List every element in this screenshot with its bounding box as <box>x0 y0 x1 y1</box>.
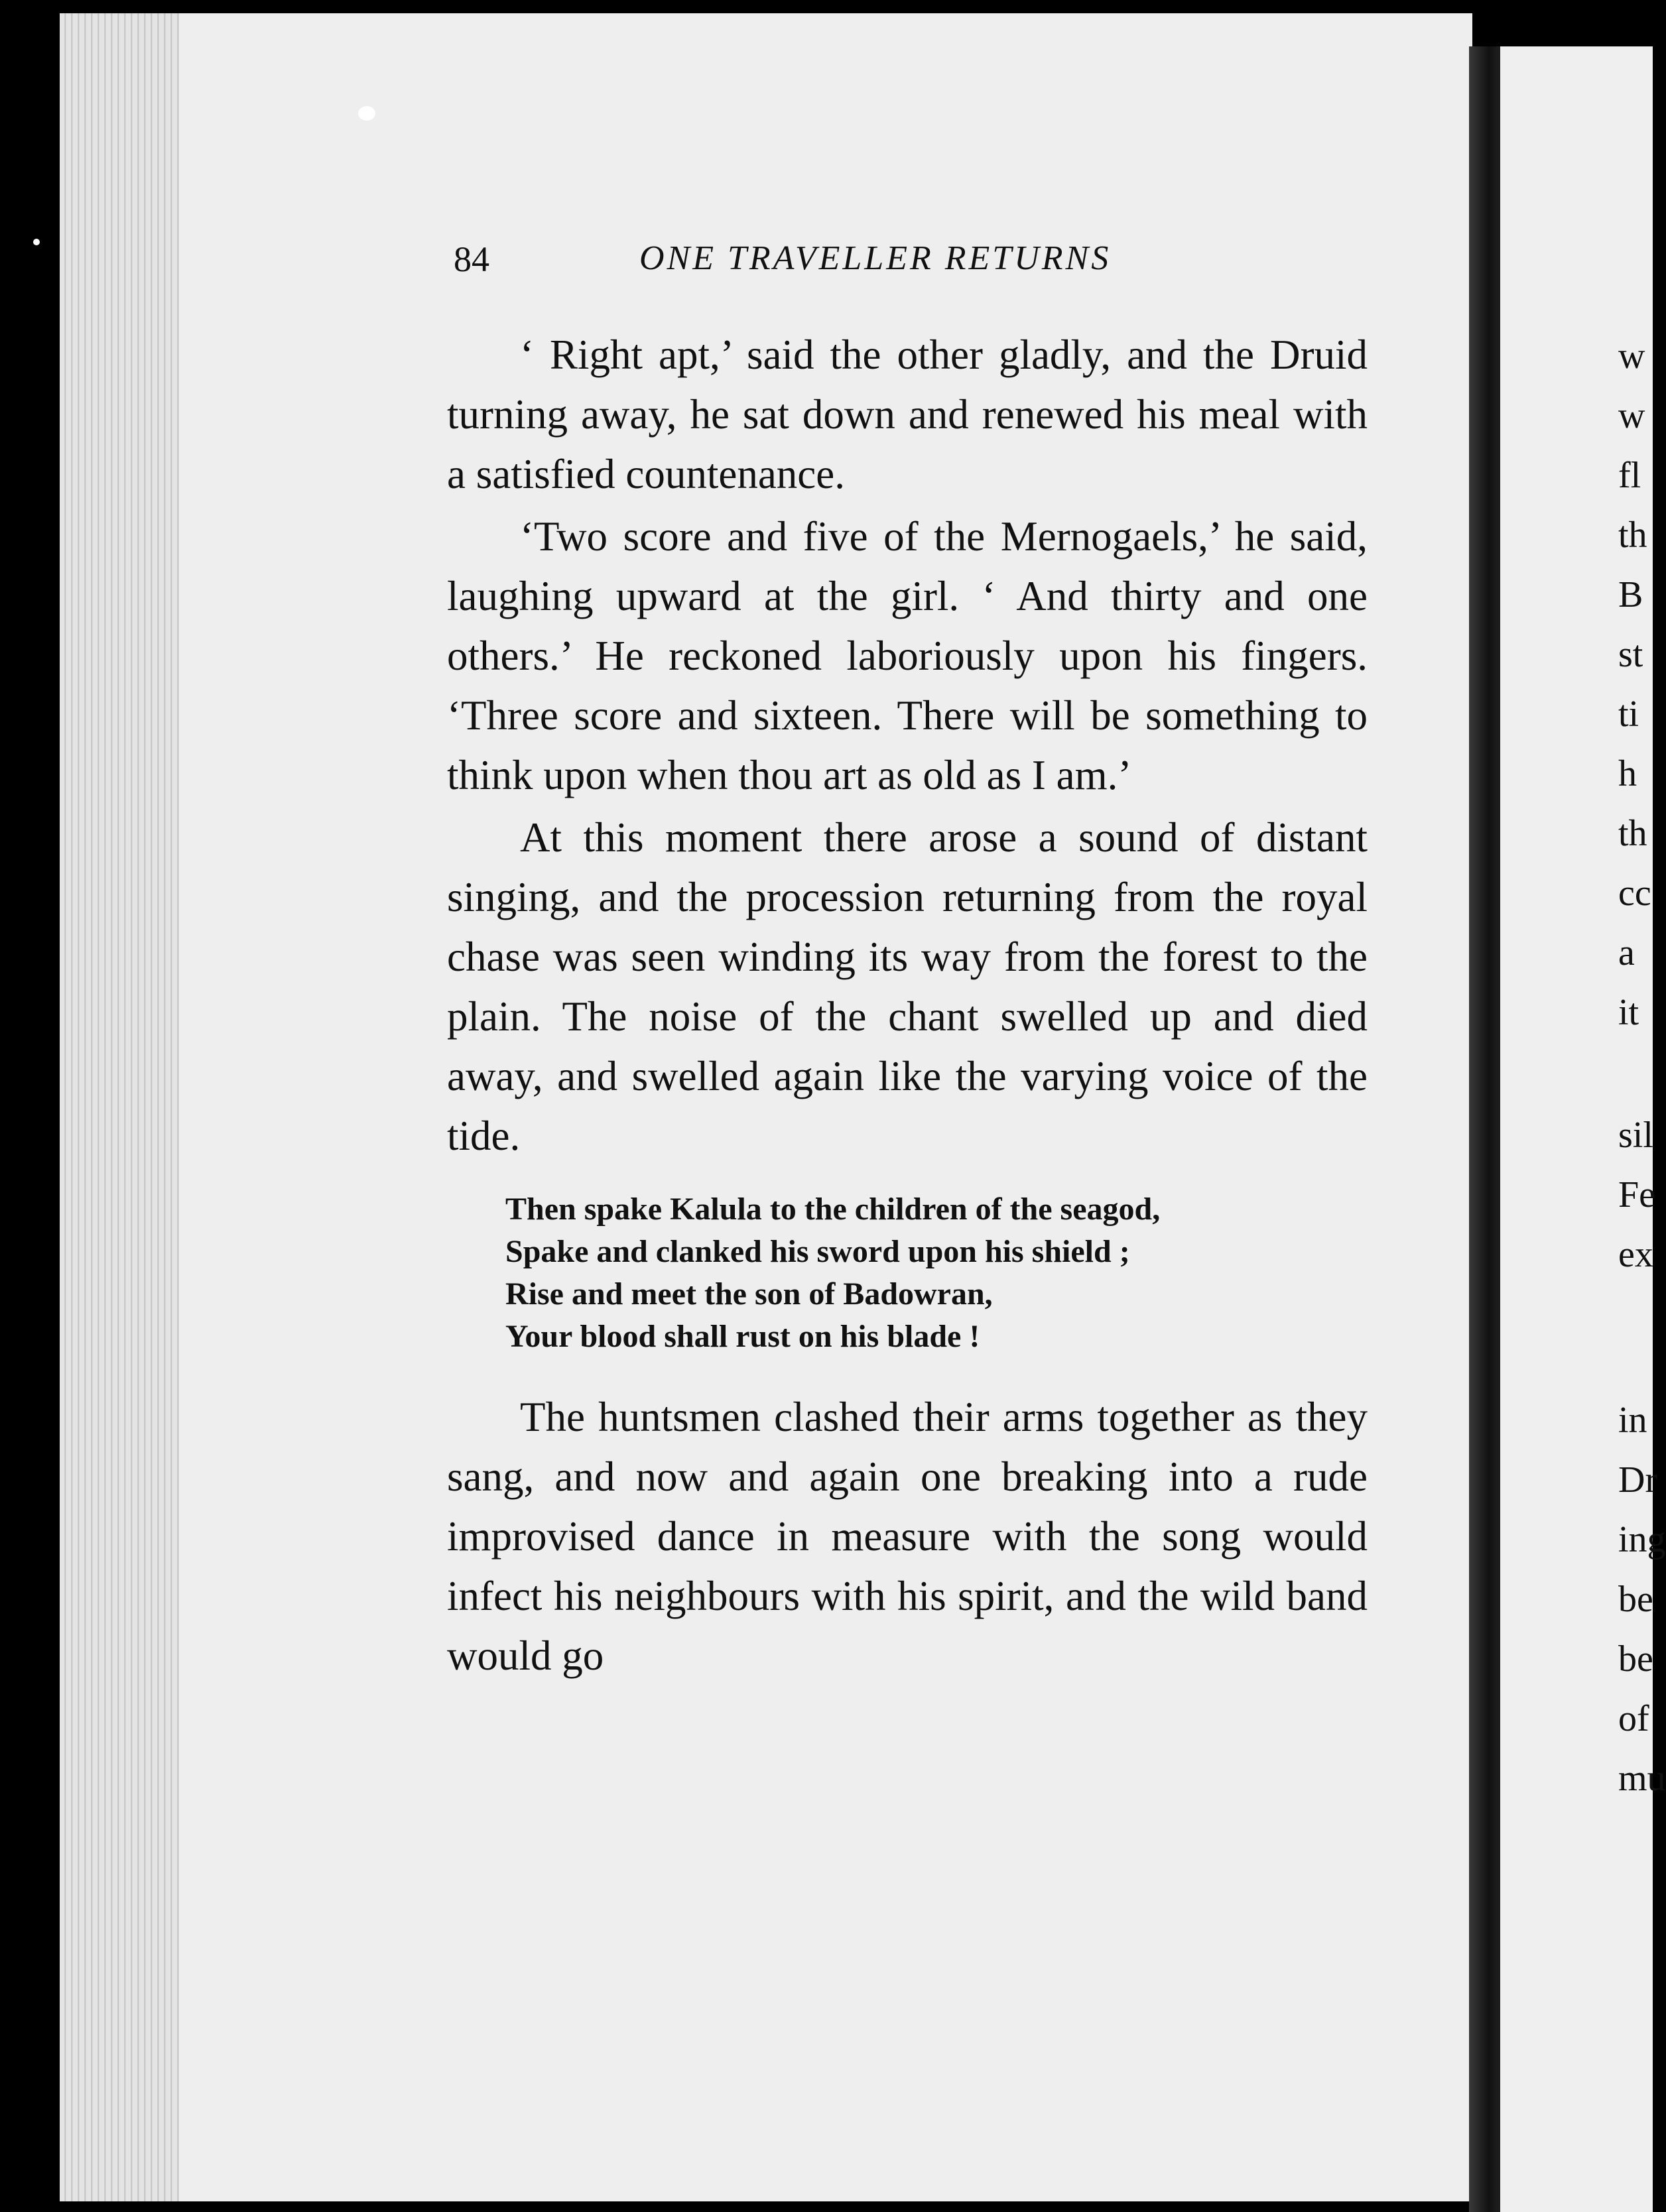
page-number: 84 <box>454 239 489 279</box>
page-edges <box>60 13 179 2201</box>
book-gutter <box>1469 46 1502 2212</box>
paper-speck <box>33 239 40 245</box>
facing-fragment: of <box>1618 1698 1649 1739</box>
facing-fragment: ti <box>1618 694 1639 735</box>
verse-line: Then spake Kalula to the children of the seagod, <box>505 1192 1161 1227</box>
facing-fragment: sil <box>1618 1115 1653 1156</box>
facing-fragment: it <box>1618 992 1639 1033</box>
verse-block <box>505 1188 1368 1358</box>
facing-fragment: Dr <box>1618 1459 1658 1501</box>
facing-fragment: th <box>1618 813 1647 854</box>
facing-fragment: w <box>1618 395 1645 436</box>
facing-fragment: cc <box>1618 873 1651 914</box>
paragraph: ‘Two score and five of the Mernogaels,’ he said, laughing upward at the girl. ‘ And thirty and one others.’ He reckoned laboriously upon his fingers. ‘Three score and sixteen. There will be something to think upon when thou art as old as I am.’ <box>447 513 1368 798</box>
facing-fragment: ing <box>1618 1519 1666 1560</box>
facing-fragment: B <box>1618 574 1643 615</box>
facing-page-text <box>1618 0 1666 2212</box>
paragraph: At this moment there arose a sound of distant singing, and the procession returning from the royal chase was seen winding its way from the forest to the plain. The noise of the chant swelled up and died away, and swelled again like the varying voice of the tide. <box>447 814 1368 1159</box>
facing-fragment: fl <box>1618 455 1641 496</box>
facing-fragment: mu <box>1618 1758 1666 1799</box>
facing-fragment: a <box>1618 932 1635 973</box>
facing-fragment: th <box>1618 515 1647 556</box>
running-title: ONE TRAVELLER RETURNS <box>639 239 1112 277</box>
facing-fragment: h <box>1618 753 1637 794</box>
verse-line: Rise and meet the son of Badowran, <box>505 1276 993 1312</box>
facing-fragment: Fe <box>1618 1174 1655 1215</box>
page-header <box>454 239 1203 285</box>
paragraph: ‘ Right apt,’ said the other gladly, and the Druid turning away, he sat down and renewed his meal with a satisfied countenance. <box>447 332 1368 497</box>
facing-fragment: ex <box>1618 1234 1653 1275</box>
verse-line: Your blood shall rust on his blade ! <box>505 1319 980 1354</box>
paragraph: The huntsmen clashed their arms together as they sang, and now and again one breaking into a rude improvised dance in measure with the song would infect his neighbours with his spirit, and the wild band would go <box>447 1394 1368 1679</box>
facing-fragment: be <box>1618 1638 1653 1680</box>
facing-fragment: be <box>1618 1579 1653 1620</box>
facing-fragment: w <box>1618 336 1645 377</box>
verse-line: Spake and clanked his sword upon his shield ; <box>505 1234 1130 1269</box>
body-text <box>447 325 1368 1688</box>
facing-fragment: in <box>1618 1400 1647 1441</box>
paper-speck <box>358 106 375 121</box>
facing-fragment: st <box>1618 634 1643 675</box>
